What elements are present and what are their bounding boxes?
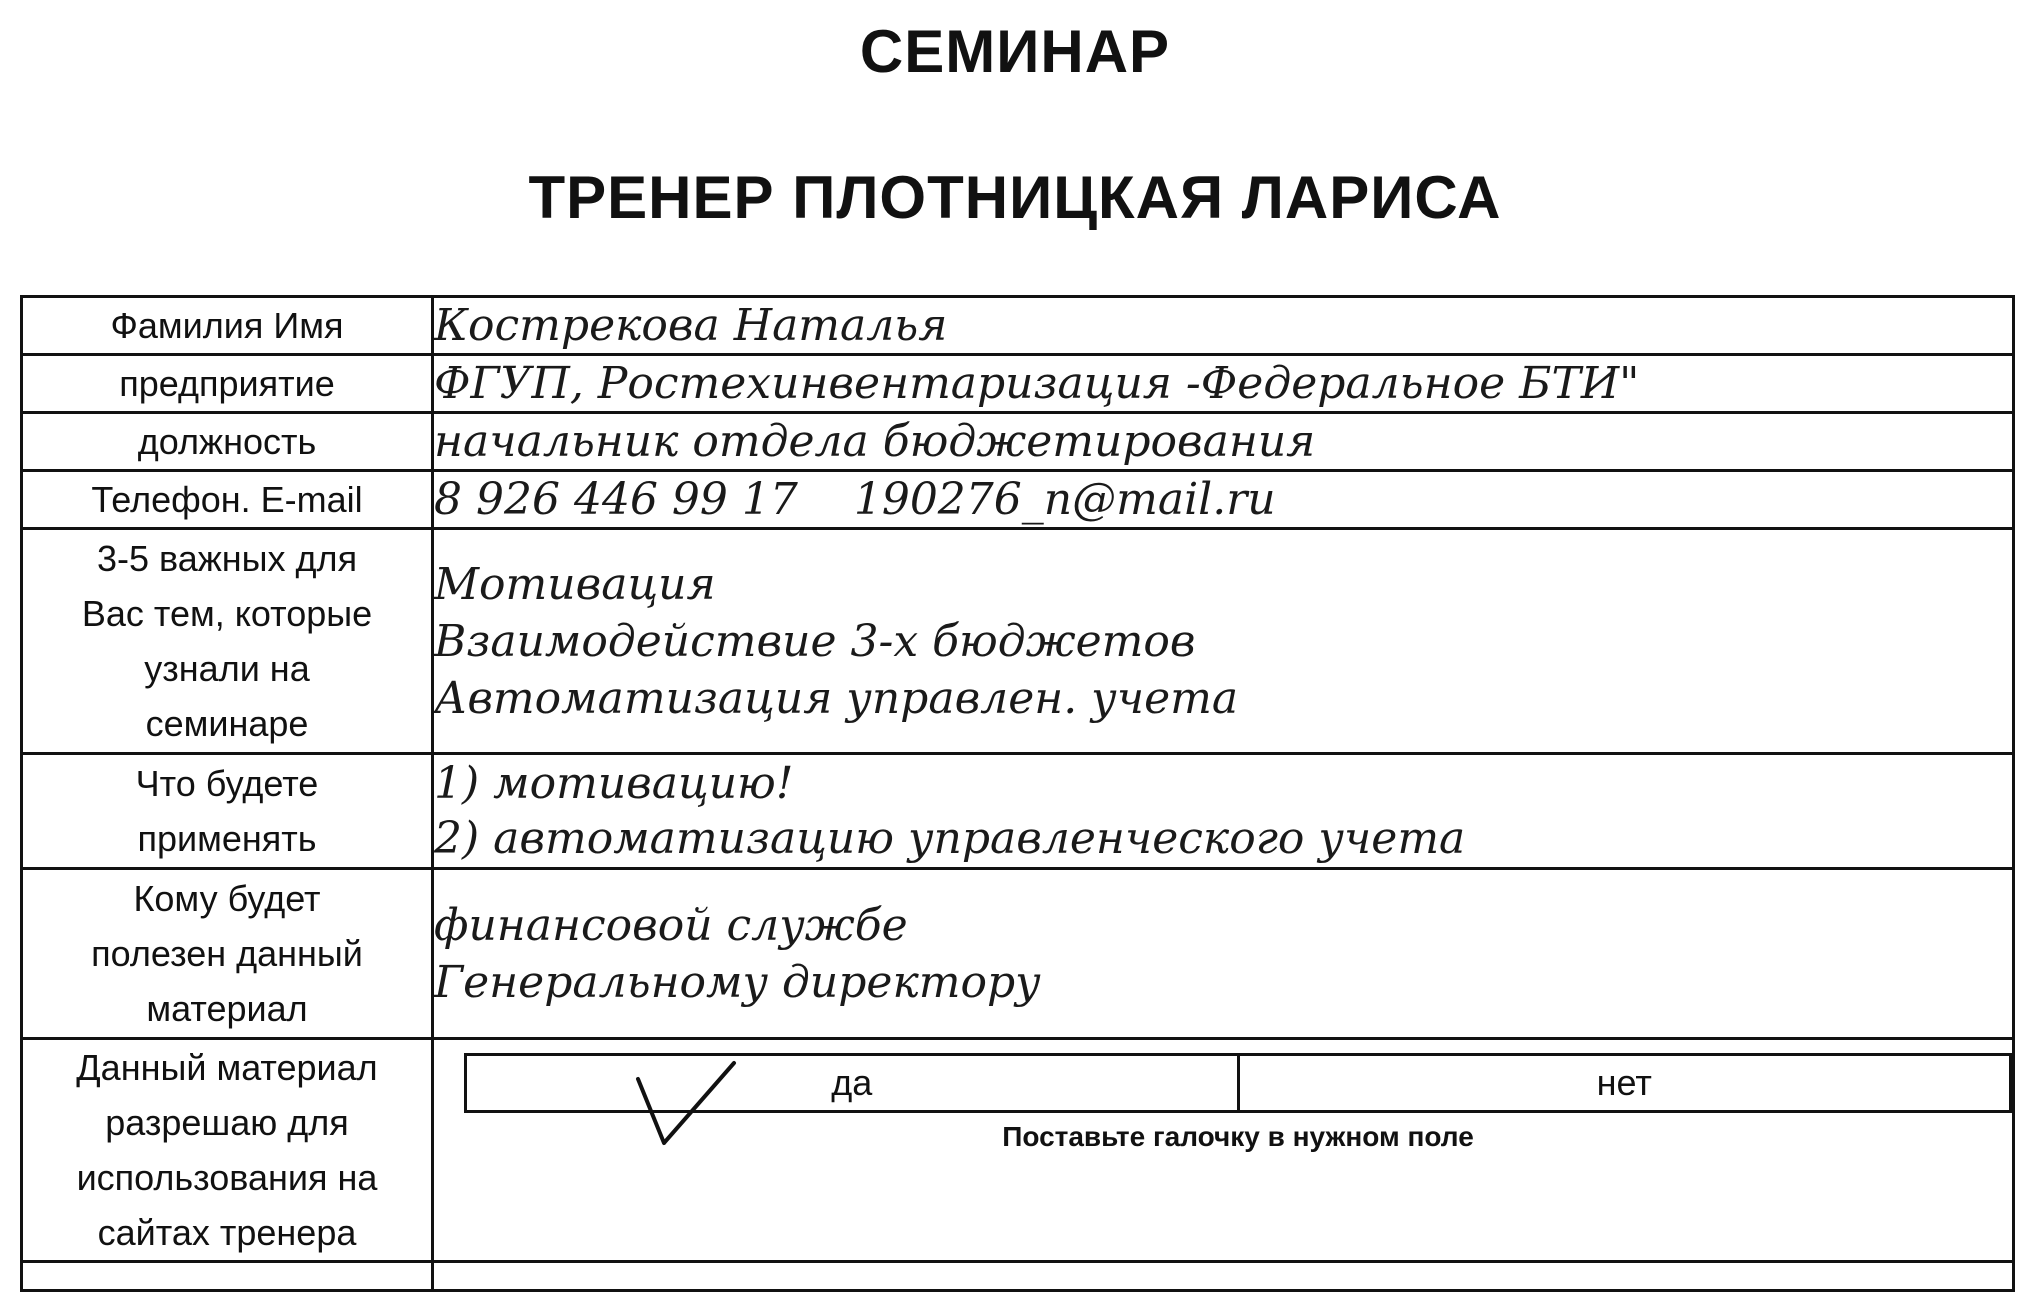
label-contact: Телефон. E-mail	[22, 471, 433, 529]
row-consent	[22, 1039, 2014, 1262]
handwritten-contact: 8 926 446 99 17 190276_n@mail.ru	[434, 474, 1276, 525]
label-company: предприятие	[22, 355, 433, 413]
trainer-title: ТРЕНЕР ПЛОТНИЦКАЯ ЛАРИСА	[528, 164, 1502, 231]
value-useful[interactable]	[433, 869, 2014, 1039]
next-row-label-cell	[22, 1262, 433, 1291]
label-consent	[22, 1039, 433, 1262]
label-consent-line: разрешаю для	[105, 1102, 349, 1143]
handwritten-apply: 1) мотивацию!	[434, 758, 794, 809]
handwritten-topic: Автоматизация управлен. учета	[434, 672, 1239, 724]
consent-no-cell[interactable]: нет	[1238, 1055, 2011, 1112]
consent-yes-cell[interactable]: да	[466, 1055, 1239, 1112]
label-topics-line: семинаре	[145, 703, 309, 744]
label-consent-line: сайтах тренера	[97, 1212, 357, 1253]
label-topics	[22, 529, 433, 754]
handwritten-useful: финансовой службе	[434, 899, 908, 951]
label-topics-line: узнали на	[144, 648, 310, 689]
handwritten-useful: Генеральному директору	[434, 956, 1041, 1008]
row-useful	[22, 869, 2014, 1039]
value-contact[interactable]	[433, 471, 2014, 529]
row-apply	[22, 754, 2014, 869]
handwritten-topic: Мотивация	[434, 558, 716, 610]
value-position[interactable]	[433, 413, 2014, 471]
handwritten-topic: Взаимодействие 3-х бюджетов	[434, 615, 1196, 667]
handwritten-company: ФГУП, Ростехинвентаризация -Федеральное БТИ"	[434, 358, 1640, 409]
label-apply-line: Что будете	[135, 763, 319, 804]
handwritten-position: начальник отдела бюджетирования	[434, 416, 1316, 467]
row-topics	[22, 529, 2014, 754]
label-useful-line: материал	[146, 988, 308, 1029]
consent-area	[434, 1041, 2012, 1259]
label-topics-line: 3-5 важных для	[96, 538, 358, 579]
label-useful-line: полезен данный	[91, 933, 363, 974]
row-company	[22, 355, 2014, 413]
consent-hint: Поставьте галочку в нужном поле	[1002, 1121, 1474, 1152]
label-useful-line: Кому будет	[133, 878, 321, 919]
label-topics-line: Вас тем, которые	[81, 593, 373, 634]
feedback-form	[20, 295, 2015, 1292]
value-consent	[433, 1039, 2014, 1262]
handwritten-name: Кострекова Наталья	[434, 300, 948, 351]
next-row-value-cell	[433, 1262, 2014, 1291]
value-apply[interactable]	[433, 754, 2014, 869]
label-useful	[22, 869, 433, 1039]
handwritten-apply: 2) автоматизацию управленческого учета	[434, 813, 1466, 864]
label-name: Фамилия Имя	[22, 297, 433, 355]
value-topics[interactable]	[433, 529, 2014, 754]
value-name[interactable]	[433, 297, 2014, 355]
label-consent-line: использования на	[76, 1157, 378, 1198]
label-apply	[22, 754, 433, 869]
value-company[interactable]	[433, 355, 2014, 413]
row-next-partial	[22, 1262, 2014, 1291]
seminar-title: СЕМИНАР	[859, 18, 1171, 85]
label-apply-line: применять	[137, 818, 317, 859]
row-position	[22, 413, 2014, 471]
label-consent-line: Данный материал	[76, 1047, 378, 1088]
row-name	[22, 297, 2014, 355]
row-contact	[22, 471, 2014, 529]
label-position: должность	[22, 413, 433, 471]
